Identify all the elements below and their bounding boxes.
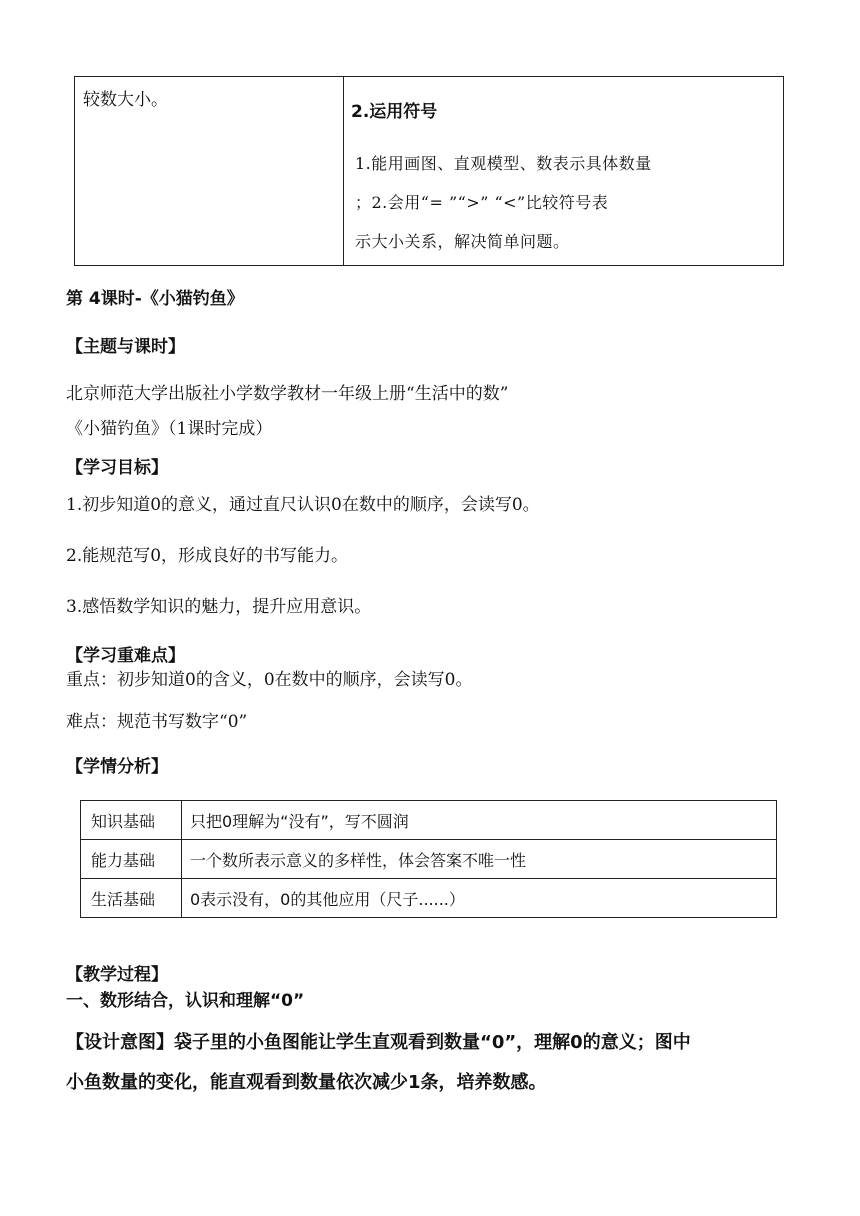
analysis-label: 能力基础	[81, 840, 182, 879]
objectives-table	[74, 76, 784, 266]
part-one-title: 一、数形结合，认识和理解“0”	[66, 991, 305, 1011]
table-row	[81, 840, 777, 879]
table-right-line: 1.能用画图、直观模型、数表示具体数量	[355, 154, 652, 173]
analysis-label: 知识基础	[81, 801, 182, 840]
goal-item: 2.能规范写0，形成良好的书写能力。	[66, 546, 349, 566]
analysis-content: 一个数所表示意义的多样性，体会答案不唯一性	[182, 840, 777, 879]
goal-item: 1.初步知道0的意义，通过直尺认识0在数中的顺序，会读写0。	[66, 495, 540, 515]
lesson-title: 第 4课时-《小猫钓鱼》	[66, 289, 244, 309]
difficulty-point: 难点：规范书写数字“0”	[66, 712, 248, 732]
analysis-content: 只把0理解为“没有”，写不圆润	[182, 801, 777, 840]
theme-line: 《小猫钓鱼》（1课时完成）	[66, 419, 273, 439]
section-process-heading: 【教学过程】	[66, 965, 168, 985]
table-left-cell: 较数大小。	[83, 90, 168, 110]
design-intent-line: 【设计意图】袋子里的小鱼图能让学生直观看到数量“0”，理解0的意义；图中	[66, 1032, 691, 1053]
analysis-content: 0表示没有，0的其他应用（尺子......）	[182, 879, 777, 918]
design-intent-line: 小鱼数量的变化，能直观看到数量依次减少1条，培养数感。	[66, 1072, 547, 1093]
table-right-heading: 2.运用符号	[351, 102, 438, 122]
table-row	[81, 879, 777, 918]
analysis-table	[80, 800, 777, 918]
analysis-label: 生活基础	[81, 879, 182, 918]
key-point: 重点：初步知道0的含义，0在数中的顺序，会读写0。	[66, 670, 473, 690]
theme-line: 北京师范大学出版社小学数学教材一年级上册“生活中的数”	[66, 384, 509, 404]
goal-item: 3.感悟数学知识的魅力，提升应用意识。	[66, 597, 372, 617]
table-right-line: ；2.会用“= ”“>” “<”比较符号表	[355, 193, 609, 212]
table-row	[81, 801, 777, 840]
section-goals-heading: 【学习目标】	[66, 458, 168, 478]
table-divider	[343, 77, 344, 265]
section-analysis-heading: 【学情分析】	[66, 757, 168, 777]
table-right-line: 示大小关系，解决简单问题。	[355, 232, 570, 251]
section-keypoints-heading: 【学习重难点】	[66, 646, 185, 666]
section-theme-heading: 【主题与课时】	[66, 337, 185, 357]
